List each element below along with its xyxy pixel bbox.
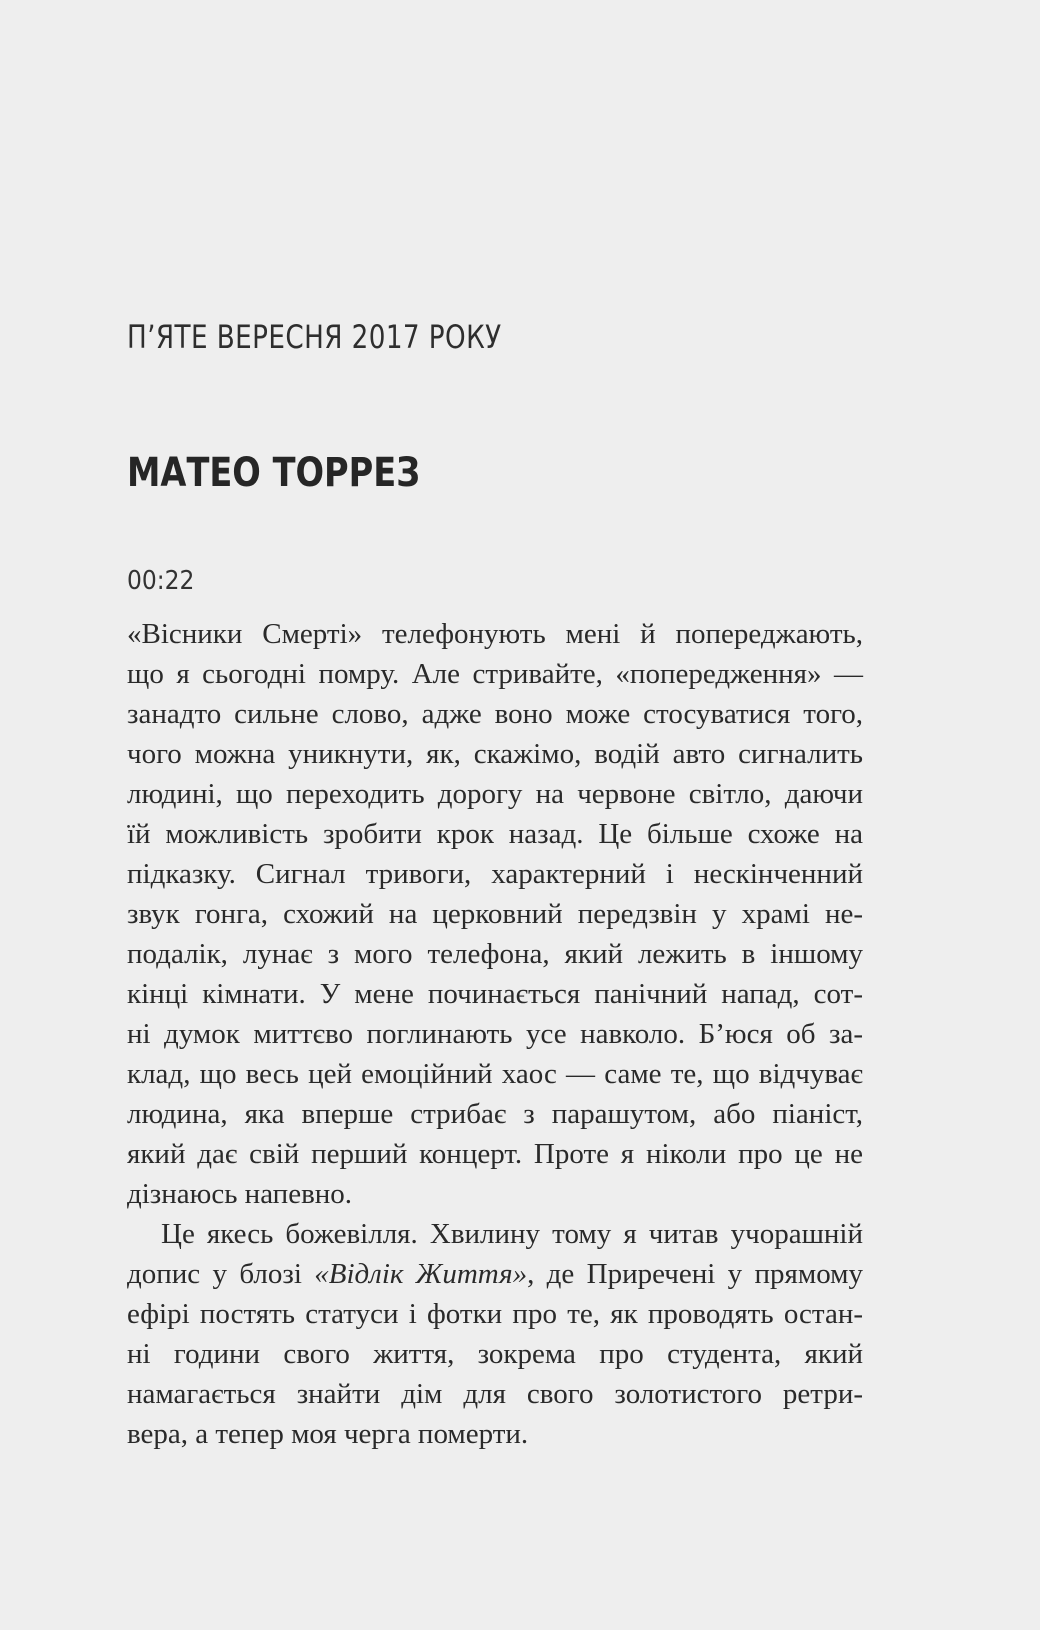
text-line: ні думок миттєво поглинають усе навколо. Б’юся об за- <box>127 1018 863 1050</box>
text-line: подалік, лунає з мого телефона, який лежить в іншому <box>127 938 863 970</box>
text-line: ефірі постять статуси і фотки про те, як проводять остан- <box>127 1298 863 1330</box>
text-line: людині, що переходить дорогу на червоне світло, даючи <box>127 778 863 810</box>
body-text <box>127 614 863 1454</box>
text-line: вера, а тепер моя черга померти. <box>127 1418 529 1450</box>
text-line: людина, яка вперше стрибає з парашутом, або піаніст, <box>127 1098 863 1130</box>
text-line: що я сьогодні помру. Але стривайте, «попередження» — <box>127 658 863 690</box>
chapter-title: МАТЕО ТОРРЕЗ <box>127 450 421 496</box>
blog-title: «Відлік Життя» <box>314 1258 528 1290</box>
text-line: кінці кімнати. У мене починається панічний напад, сот- <box>127 978 863 1010</box>
date-heading: П’ЯТЕ ВЕРЕСНЯ 2017 РОКУ <box>127 318 502 356</box>
text-line: Це якесь божевілля. Хвилину тому я читав учорашній <box>161 1218 863 1250</box>
text-segment: , де Приречені у прямому <box>527 1258 863 1290</box>
text-line: занадто сильне слово, адже воно може стосуватися того, <box>127 698 863 730</box>
text-line: їй можливість зробити крок назад. Це більше схоже на <box>127 818 863 850</box>
text-line-with-blog-title <box>127 1254 863 1294</box>
paragraph-1 <box>127 614 863 1214</box>
text-segment: допис у блозі <box>127 1258 315 1290</box>
text-line: підказку. Сигнал тривоги, характерний і нескінченний <box>127 858 863 890</box>
text-line: клад, що весь цей емоційний хаос — саме те, що відчуває <box>127 1058 863 1090</box>
paragraph-2 <box>127 1214 863 1454</box>
text-line: який дає свій перший концерт. Проте я ніколи про це не <box>127 1138 863 1170</box>
text-line: дізнаюсь напевно. <box>127 1178 353 1210</box>
book-page <box>127 0 863 1630</box>
text-line: ні години свого життя, зокрема про студента, який <box>127 1338 863 1370</box>
text-line: «Вісники Смерті» телефонують мені й попереджають, <box>127 618 863 650</box>
timestamp: 00:22 <box>127 566 195 596</box>
text-line: намагається знайти дім для свого золотистого ретри- <box>127 1378 863 1410</box>
text-line: чого можна уникнути, як, скажімо, водій авто сигналить <box>127 738 863 770</box>
text-line: звук гонга, схожий на церковний передзвін у храмі не- <box>127 898 863 930</box>
